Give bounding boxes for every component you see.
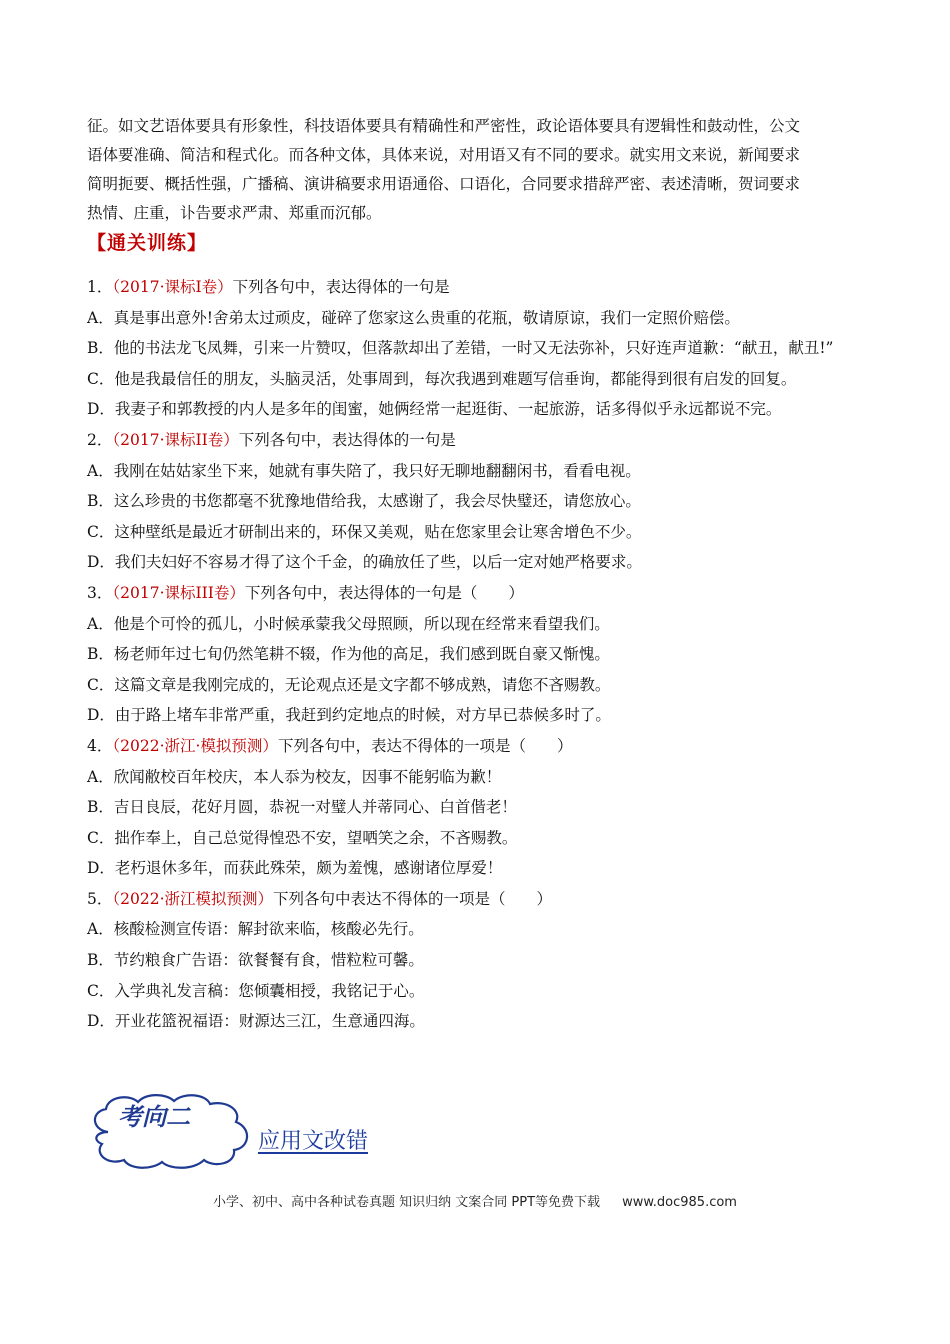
intro-line: 热情、庄重，讣告要求严肃、郑重而沉郁。 [87, 204, 382, 222]
question-stem [87, 731, 863, 762]
question-option: B．节约粮食广告语：欲餐餐有食，惜粒粒可馨。 [87, 951, 424, 970]
question-option: D．我妻子和郭教授的内人是多年的闺蜜，她俩经常一起逛街、一起旅游，话多得似乎永远都说不完。 [87, 400, 782, 419]
question-option: C．拙作奉上，自己总觉得惶恐不安，望哂笑之余，不吝赐教。 [87, 828, 518, 847]
question-stem [87, 578, 863, 609]
question-stem [87, 272, 863, 303]
question-option: C．他是我最信任的朋友，头脑灵活，处事周到，每次我遇到难题写信垂询，都能得到很有启发的回复。 [87, 369, 797, 388]
question-number: 2． [87, 430, 113, 449]
question-option: A．真是事出意外!舍弟太过顽皮，碰碎了您家这么贵重的花瓶，敬请原谅，我们一定照价赔偿。 [87, 308, 740, 327]
question-option: D．我们夫妇好不容易才得了这个千金，的确放任了些，以后一定对她严格要求。 [87, 553, 642, 572]
question-stem [87, 884, 863, 915]
question-stem [87, 425, 863, 456]
question-number: 3． [87, 583, 113, 602]
question-source: （2017·课标I卷） [112, 278, 233, 296]
question-list [87, 272, 863, 1037]
question-text: 下列各句中，表达得体的一句是 [232, 278, 450, 296]
intro-line: 语体要准确、简洁和程式化。而各种文体，具体来说，对用语又有不同的要求。就实用文来说，新闻要求 [87, 146, 801, 164]
question-text: 下列各句中，表达得体的一句是 [238, 430, 456, 449]
question-source: （2022·浙江模拟预测） [112, 889, 273, 908]
question-option: B．吉日良辰，花好月圆，恭祝一对璧人并蒂同心、白首偕老！ [87, 798, 517, 817]
question-option: A．核酸检测宣传语：解封欲来临，核酸必先行。 [87, 920, 424, 939]
question-option: C．这种壁纸是最近才研制出来的，环保又美观，贴在您家里会让寒舍增色不少。 [87, 522, 642, 541]
question-number: 4． [87, 736, 113, 755]
question-option: D．由于路上堵车非常严重，我赶到约定地点的时候，对方早已恭候多时了。 [87, 706, 611, 725]
footer-text: 小学、初中、高中各种试卷真题 知识归纳 文案合同 PPT等免费下载 [213, 1195, 601, 1210]
question-option: B．这么珍贵的书您都毫不犹豫地借给我，太感谢了，我会尽快璧还，请您放心。 [87, 492, 641, 511]
question-option: A．他是个可怜的孤儿，小时候承蒙我父母照顾，所以现在经常来看望我们。 [87, 614, 610, 633]
page-footer [0, 1191, 950, 1210]
question-source: （2017·课标III卷） [112, 583, 245, 602]
question-text: 下列各句中，表达不得体的一项是（ ） [277, 736, 573, 755]
question-option: D．开业花篮祝福语：财源达三江，生意通四海。 [87, 1012, 425, 1031]
question-source: （2017·课标II卷） [112, 430, 239, 449]
section2-title: 应用文改错 [258, 1129, 369, 1154]
question-option: B．他的书法龙飞凤舞，引来一片赞叹，但落款却出了差错，一时又无法弥补，只好连声道歉：“献丑，献丑!” [87, 339, 834, 358]
section-heading: 【通关训练】 [87, 232, 208, 254]
question-source: （2022·浙江·模拟预测） [112, 736, 278, 755]
question-option: D．老朽退休多年，而获此殊荣，颇为羞愧，感谢诸位厚爱！ [87, 859, 503, 878]
question-option: A．我刚在姑姑家坐下来，她就有事失陪了，我只好无聊地翻翻闲书，看看电视。 [87, 461, 641, 480]
question-text: 下列各句中表达不得体的一项是（ ） [273, 889, 553, 908]
intro-line: 简明扼要、概括性强，广播稿、演讲稿要求用语通俗、口语化，合同要求措辞严密、表述清晰，贺词要求 [87, 175, 801, 193]
cloud-label: 考向二 [118, 1103, 190, 1131]
question-option: C．入学典礼发言稿：您倾囊相授，我铭记于心。 [87, 981, 425, 1000]
footer-url[interactable]: www.doc985.com [622, 1195, 737, 1210]
question-number: 1． [87, 278, 113, 296]
intro-paragraph [87, 112, 863, 228]
question-option: A．欣闻敝校百年校庆，本人忝为校友，因事不能躬临为歉！ [87, 767, 502, 786]
intro-line: 征。如文艺语体要具有形象性，科技语体要具有精确性和严密性，政论语体要具有逻辑性和鼓动性，公文 [87, 117, 801, 135]
question-option: C．这篇文章是我刚完成的，无论观点还是文字都不够成熟，请您不吝赐教。 [87, 675, 611, 694]
question-number: 5． [87, 889, 113, 908]
question-text: 下列各句中，表达得体的一句是（ ） [244, 583, 524, 602]
question-option: B．杨老师年过七旬仍然笔耕不辍，作为他的高足，我们感到既自豪又惭愧。 [87, 645, 610, 664]
